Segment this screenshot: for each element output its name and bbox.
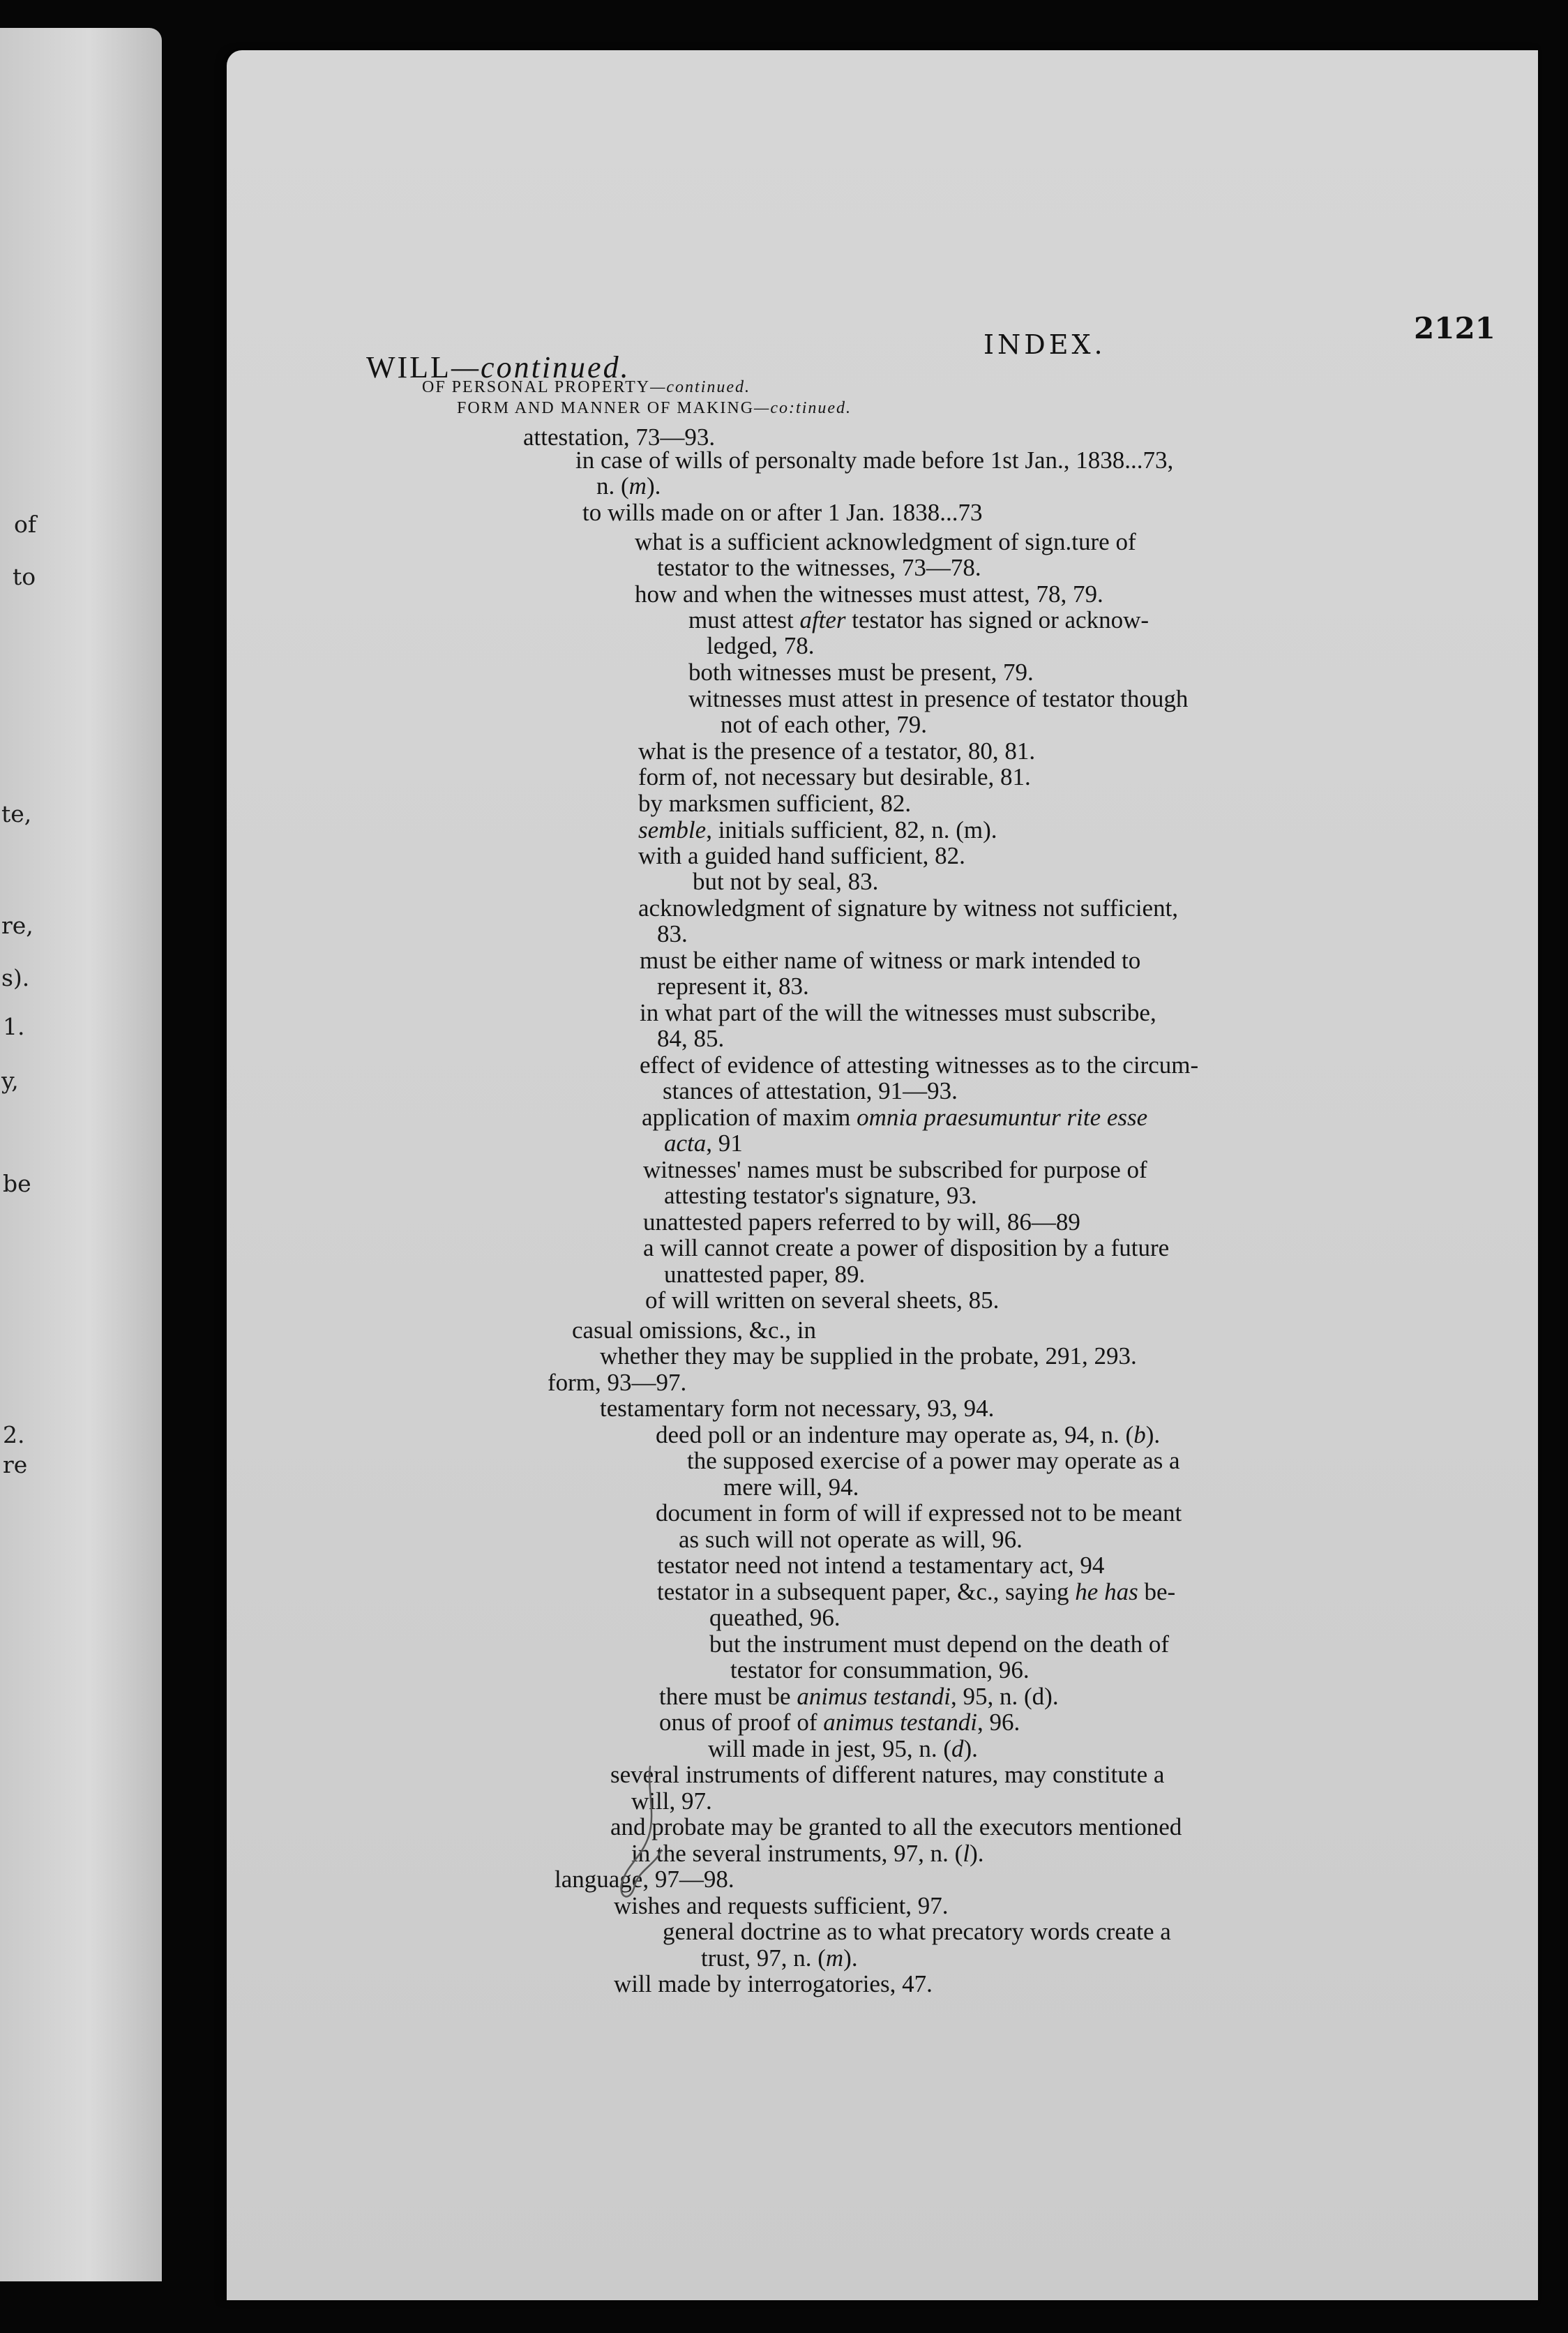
index-entry-line (664, 1261, 865, 1289)
index-entry-text: attestation, 73—93. (523, 423, 716, 451)
index-entry-text: in the several instruments, 97, n. ( (631, 1840, 963, 1867)
index-entry-text: stances of attestation, 91—93. (663, 1077, 958, 1104)
index-entry-line (638, 737, 1035, 765)
index-entry-text: but the instrument must depend on the death of (709, 1630, 1170, 1658)
index-entry-text: witnesses' names must be subscribed for purpose of (643, 1156, 1147, 1183)
index-entry-text: onus of proof of (659, 1709, 824, 1736)
pencil-mark-icon (607, 1760, 670, 1906)
index-entry-text: form of, not necessary but desirable, 81. (638, 763, 1031, 790)
index-entry-line (656, 1421, 1160, 1449)
index-entry-text: n. ( (596, 472, 629, 500)
previous-page-fragment: be (3, 1170, 31, 1197)
index-entry-line (701, 1944, 858, 1972)
index-entry-text: general doctrine as to what precatory words create a (663, 1918, 1171, 1945)
index-entry-line (721, 711, 927, 739)
index-entry-line (610, 1761, 1164, 1789)
index-entry-line (640, 947, 1140, 975)
index-entry-line (663, 1077, 958, 1105)
index-entry-text: 84, 85. (657, 1025, 725, 1052)
index-entry-line (638, 763, 1031, 791)
index-entry-text: what is a sufficient acknowledgment of sign.ture of (635, 528, 1136, 555)
index-entry-line (548, 1369, 686, 1397)
index-entry-line (582, 499, 983, 527)
index-entry-line (693, 868, 878, 896)
index-entry-text: wishes and requests sufficient, 97. (614, 1892, 949, 1919)
previous-page-fragment: re, (1, 912, 33, 939)
index-entry-text: attesting testator's signature, 93. (664, 1182, 977, 1209)
index-entry-text: will, 97. (631, 1787, 712, 1815)
index-entry-text: whether they may be supplied in the probate, 291, 293. (600, 1342, 1137, 1370)
index-entry-text: , 95, n. (d). (951, 1683, 1059, 1710)
index-entry-line (643, 1234, 1169, 1262)
index-entry-line (708, 1735, 978, 1763)
index-entry-text: WILL (366, 350, 451, 384)
index-entry-text: in case of wills of personalty made before 1st Jan., 1838...73, (575, 447, 1174, 474)
index-entry-text: as such will not operate as will, 96. (679, 1526, 1023, 1553)
index-entry-text: effect of evidence of attesting witnesses as to the circum- (640, 1051, 1199, 1079)
index-entry-text: be- (1138, 1578, 1176, 1605)
index-entry-text: of will written on several sheets, 85. (645, 1286, 1000, 1314)
index-entry-text: document in form of will if expressed not to be meant (656, 1499, 1182, 1526)
previous-page-fragment: of (14, 511, 37, 538)
index-entry-line (457, 399, 852, 419)
index-entry-line (645, 1286, 999, 1314)
index-entry-italic: d (951, 1735, 964, 1762)
index-entry-line (657, 973, 809, 1000)
index-entry-text: ). (646, 472, 661, 500)
index-entry-text: must attest (688, 606, 800, 633)
previous-page-fragment: 2. (3, 1421, 25, 1448)
index-entry-line (657, 1578, 1175, 1606)
index-entry-italic: he has (1075, 1578, 1138, 1605)
index-entry-line (638, 790, 911, 818)
page-title: INDEX. (983, 329, 1106, 360)
index-entry-line (659, 1683, 1059, 1711)
index-entry-text: ). (1145, 1421, 1161, 1448)
index-entry-line (664, 1182, 977, 1210)
index-entry-italic: omnia praesumuntur rite esse (857, 1104, 1148, 1131)
index-entry-text: not of each other, 79. (721, 711, 927, 738)
index-entry-line (663, 1918, 1171, 1946)
previous-page-fragment: to (13, 563, 36, 590)
index-entry-line (723, 1473, 859, 1501)
index-entry-text: FORM AND MANNER OF MAKING (457, 399, 755, 417)
index-entry-text: ). (963, 1735, 978, 1762)
index-entry-line (422, 378, 751, 398)
index-page (227, 50, 1538, 2300)
index-entry-italic: —co:tinued. (754, 399, 852, 417)
index-entry-line (657, 920, 688, 948)
index-entry-text: how and when the witnesses must attest, 78, 79. (635, 580, 1103, 608)
index-entry-text: a will cannot create a power of disposition by a future (643, 1234, 1170, 1261)
index-entry-text: ledged, 78. (707, 632, 815, 659)
index-entry-text: ). (843, 1944, 858, 1972)
index-entry-line (688, 659, 1034, 687)
index-entry-text: unattested papers referred to by will, 86—89 (643, 1208, 1080, 1236)
index-entry-text: , 91 (706, 1130, 743, 1157)
index-entry-text: testator need not intend a testamentary act, 94 (657, 1552, 1105, 1579)
index-entry-line (610, 1813, 1182, 1841)
index-entry-line (709, 1604, 840, 1632)
index-entry-line (600, 1395, 994, 1423)
index-entry-line (575, 447, 1173, 474)
index-entry-text: queathed, 96. (709, 1604, 840, 1631)
index-entry-line (688, 606, 1149, 634)
previous-page-fragment: te, (1, 800, 32, 827)
index-entry-text: language, 97—98. (555, 1866, 734, 1893)
index-entry-text: there must be (659, 1683, 797, 1710)
index-entry-line (572, 1316, 816, 1344)
index-entry-line (657, 554, 981, 582)
index-entry-italic: m (628, 472, 647, 500)
index-entry-italic: —continued. (451, 350, 631, 384)
index-entry-italic: m (825, 1944, 844, 1972)
index-entry-text: testator in a subsequent paper, &c., saying (657, 1578, 1076, 1605)
index-entry-text: OF PERSONAL PROPERTY (422, 378, 651, 396)
index-entry-text: testamentary form not necessary, 93, 94. (600, 1395, 995, 1422)
index-entry-line (657, 1025, 724, 1053)
index-entry-italic: semble (638, 816, 707, 843)
index-entry-text: testator has signed or acknow- (845, 606, 1149, 633)
index-entry-text: with a guided hand sufficient, 82. (638, 842, 965, 869)
index-entry-text: ). (970, 1840, 984, 1867)
index-entry-line (614, 1970, 933, 1998)
index-entry-italic: l (963, 1840, 970, 1867)
page-number: 2121 (1414, 311, 1495, 345)
index-entry-text: by marksmen sufficient, 82. (638, 790, 912, 817)
index-entry-text: will made by interrogatories, 47. (614, 1970, 933, 1997)
index-entry-text: testator for consummation, 96. (730, 1656, 1030, 1683)
index-entry-text: acknowledgment of signature by witness not sufficient, (638, 894, 1179, 922)
index-entry-text: in what part of the will the witnesses must subscribe, (640, 999, 1156, 1026)
index-entry-line (664, 1130, 743, 1157)
index-entry-text: testator to the witnesses, 73—78. (657, 554, 981, 581)
index-entry-line (656, 1499, 1182, 1527)
previous-page-fragment: y, (1, 1067, 19, 1094)
previous-page-fragment: s). (1, 964, 30, 991)
index-entry-line (638, 816, 997, 844)
index-entry-line (640, 999, 1156, 1027)
index-entry-line (707, 632, 815, 660)
index-entry-text: but not by seal, 83. (693, 868, 879, 895)
index-entry-line (635, 580, 1103, 608)
index-entry-text: , initials sufficient, 82, n. (m). (706, 816, 997, 843)
index-entry-text: must be either name of witness or mark intended to (640, 947, 1141, 974)
index-entry-line (600, 1342, 1137, 1370)
index-entry-line (657, 1552, 1104, 1580)
index-entry-line (688, 685, 1188, 713)
index-entry-line (638, 894, 1178, 922)
index-entry-line (730, 1656, 1030, 1684)
index-entry-text: will made in jest, 95, n. ( (708, 1735, 951, 1762)
index-entry-text: and probate may be granted to all the executors mentioned (610, 1813, 1182, 1840)
index-entry-text: both witnesses must be present, 79. (688, 659, 1034, 686)
index-entry-text: casual omissions, &c., in (572, 1316, 816, 1344)
index-entry-line (596, 472, 661, 500)
index-entry-italic: after (799, 606, 846, 633)
index-entry-text: several instruments of different natures, may constitute a (610, 1761, 1165, 1788)
index-entry-text: , 96. (977, 1709, 1020, 1736)
index-entry-text: what is the presence of a testator, 80, 81. (638, 737, 1036, 765)
index-entry-text: to wills made on or after 1 Jan. 1838...73 (582, 499, 983, 526)
index-entry-italic: animus testandi (823, 1709, 977, 1736)
index-entry-line (659, 1709, 1020, 1736)
index-entry-text: application of maxim (642, 1104, 857, 1131)
index-entry-line (631, 1840, 983, 1868)
index-entry-text: witnesses must attest in presence of testator though (688, 685, 1189, 712)
index-entry-italic: acta (664, 1130, 707, 1157)
index-entry-italic: b (1133, 1421, 1146, 1448)
index-entry-text: mere will, 94. (723, 1473, 859, 1501)
index-entry-line (679, 1526, 1023, 1554)
index-entry-line (642, 1104, 1147, 1132)
index-entry-line (640, 1051, 1198, 1079)
previous-page-fragment: 1. (3, 1013, 25, 1040)
previous-page-edge (0, 28, 162, 2281)
index-entry-line (709, 1630, 1169, 1658)
index-entry-text: represent it, 83. (657, 973, 809, 1000)
index-entry-text: form, 93—97. (548, 1369, 687, 1396)
index-entry-text: 83. (657, 920, 688, 947)
index-entry-italic: animus testandi (797, 1683, 951, 1710)
index-entry-line (687, 1447, 1180, 1475)
index-entry-line (638, 842, 965, 870)
index-entry-text: the supposed exercise of a power may operate as a (687, 1447, 1180, 1474)
index-entry-text: deed poll or an indenture may operate as, 94, n. ( (656, 1421, 1134, 1448)
previous-page-fragment: re (3, 1451, 28, 1478)
index-entry-italic: —continued. (650, 378, 751, 396)
index-entry-line (635, 528, 1136, 556)
index-entry-text: unattested paper, 89. (664, 1261, 866, 1288)
index-entry-line (643, 1208, 1080, 1236)
index-entry-line (643, 1156, 1147, 1184)
index-entry-text: trust, 97, n. ( (701, 1944, 826, 1972)
